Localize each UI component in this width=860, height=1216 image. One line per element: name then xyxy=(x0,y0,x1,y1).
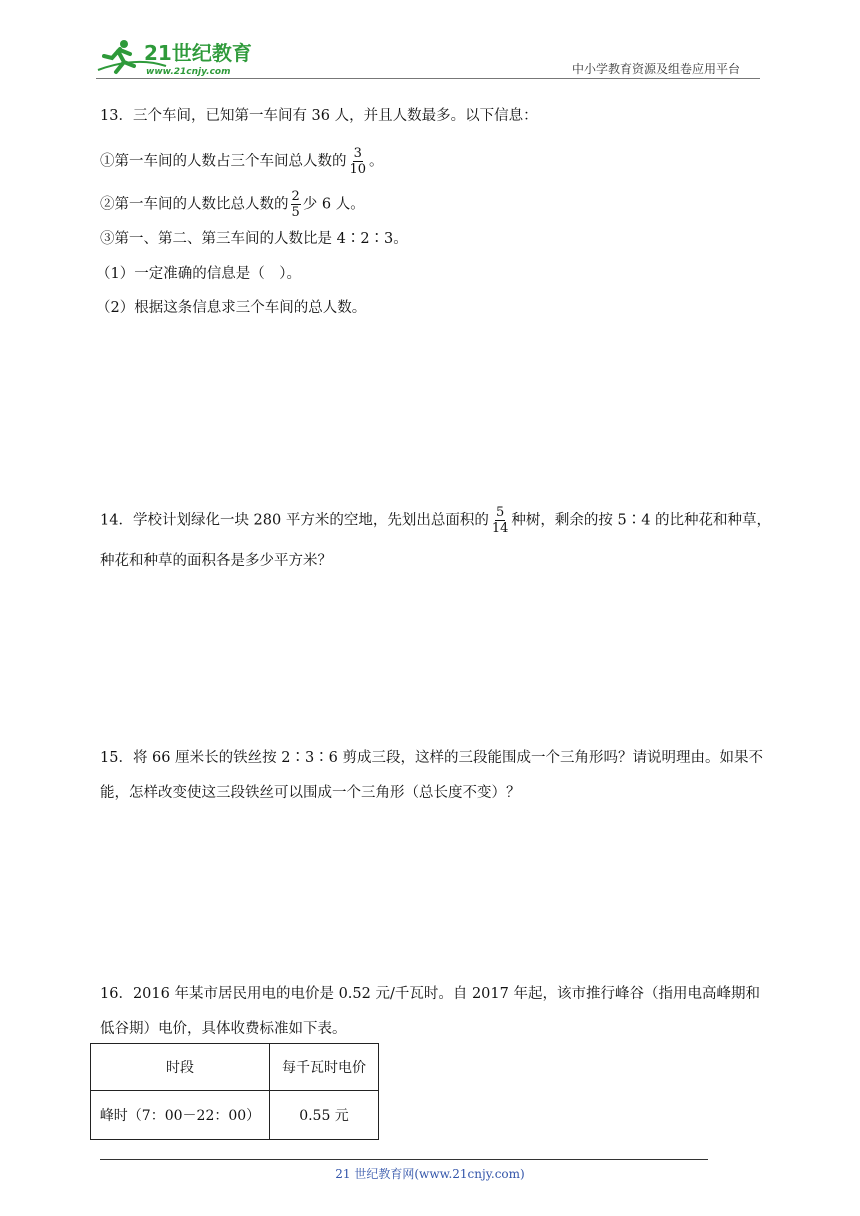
header-divider xyxy=(96,78,760,79)
q16-line-1: 16．2016 年某市居民用电的电价是 0.52 元/千瓦时。自 2017 年起，该市推行峰谷（指用电高峰期和 xyxy=(100,986,760,1002)
q13-stem: 13．三个车间，已知第一车间有 36 人，并且人数最多。以下信息： xyxy=(100,108,538,124)
table-header-cell: 每千瓦时电价 xyxy=(270,1044,379,1091)
q13-sub-1: （1）一定准确的信息是（ ）。 xyxy=(96,266,301,282)
table-header-row xyxy=(91,1044,379,1091)
fraction-3-10 xyxy=(349,146,368,177)
fraction-numerator: 5 xyxy=(495,505,505,520)
footer-divider xyxy=(100,1159,708,1160)
logo-url: www.21cnjy.com xyxy=(146,67,231,77)
fraction-numerator: 2 xyxy=(291,189,300,204)
table-header-cell: 时段 xyxy=(91,1044,270,1091)
table-row xyxy=(91,1091,379,1140)
q13-info-2-text: ②第一车间的人数比总人数的 xyxy=(100,196,289,213)
q13-info-1 xyxy=(100,146,384,177)
logo-title: 21世纪教育 xyxy=(144,41,252,65)
q13-info-2-end: 少 6 人。 xyxy=(302,196,365,213)
q15-line-1: 15．将 66 厘米长的铁丝按 2∶3∶6 剪成三段，这样的三段能围成一个三角形吗？请说明理由。如果不 xyxy=(100,750,764,766)
fraction-denominator: 14 xyxy=(491,521,509,536)
table-cell: 峰时（7：00－22：00） xyxy=(91,1091,270,1140)
q13-info-1-end: 。 xyxy=(369,153,384,170)
fraction-5-14 xyxy=(491,505,510,536)
q14-line-2: 种花和种草的面积各是多少平方米？ xyxy=(100,553,332,569)
q16-line-2: 低谷期）电价，具体收费标准如下表。 xyxy=(100,1021,347,1037)
q13-info-1-text: ①第一车间的人数占三个车间总人数的 xyxy=(100,153,347,170)
table-cell: 0.55 元 xyxy=(270,1091,379,1140)
fraction-numerator: 3 xyxy=(353,146,362,161)
q14-line-1 xyxy=(100,505,771,536)
q13-info-3: ③第一、第二、第三车间的人数比是 4∶2∶3。 xyxy=(100,231,408,247)
q13-sub-2: （2）根据这条信息求三个车间的总人数。 xyxy=(96,300,367,316)
q13-info-2 xyxy=(100,189,365,220)
site-logo xyxy=(96,36,266,80)
price-table xyxy=(90,1043,379,1140)
footer-text: 21 世纪教育网(www.21cnjy.com) xyxy=(335,1167,525,1181)
q14-line-1-text: 14．学校计划绿化一块 280 平方米的空地，先划出总面积的 xyxy=(100,512,489,529)
fraction-denominator: 5 xyxy=(291,205,300,220)
header-tagline: 中小学教育资源及组卷应用平台 xyxy=(572,62,741,76)
q15-line-2: 能，怎样改变使这三段铁丝可以围成一个三角形（总长度不变）？ xyxy=(100,785,521,801)
q14-line-1-end: 种树，剩余的按 5∶4 的比种花和种草， xyxy=(511,512,772,529)
fraction-2-5 xyxy=(291,189,301,220)
fraction-denominator: 10 xyxy=(349,162,367,177)
